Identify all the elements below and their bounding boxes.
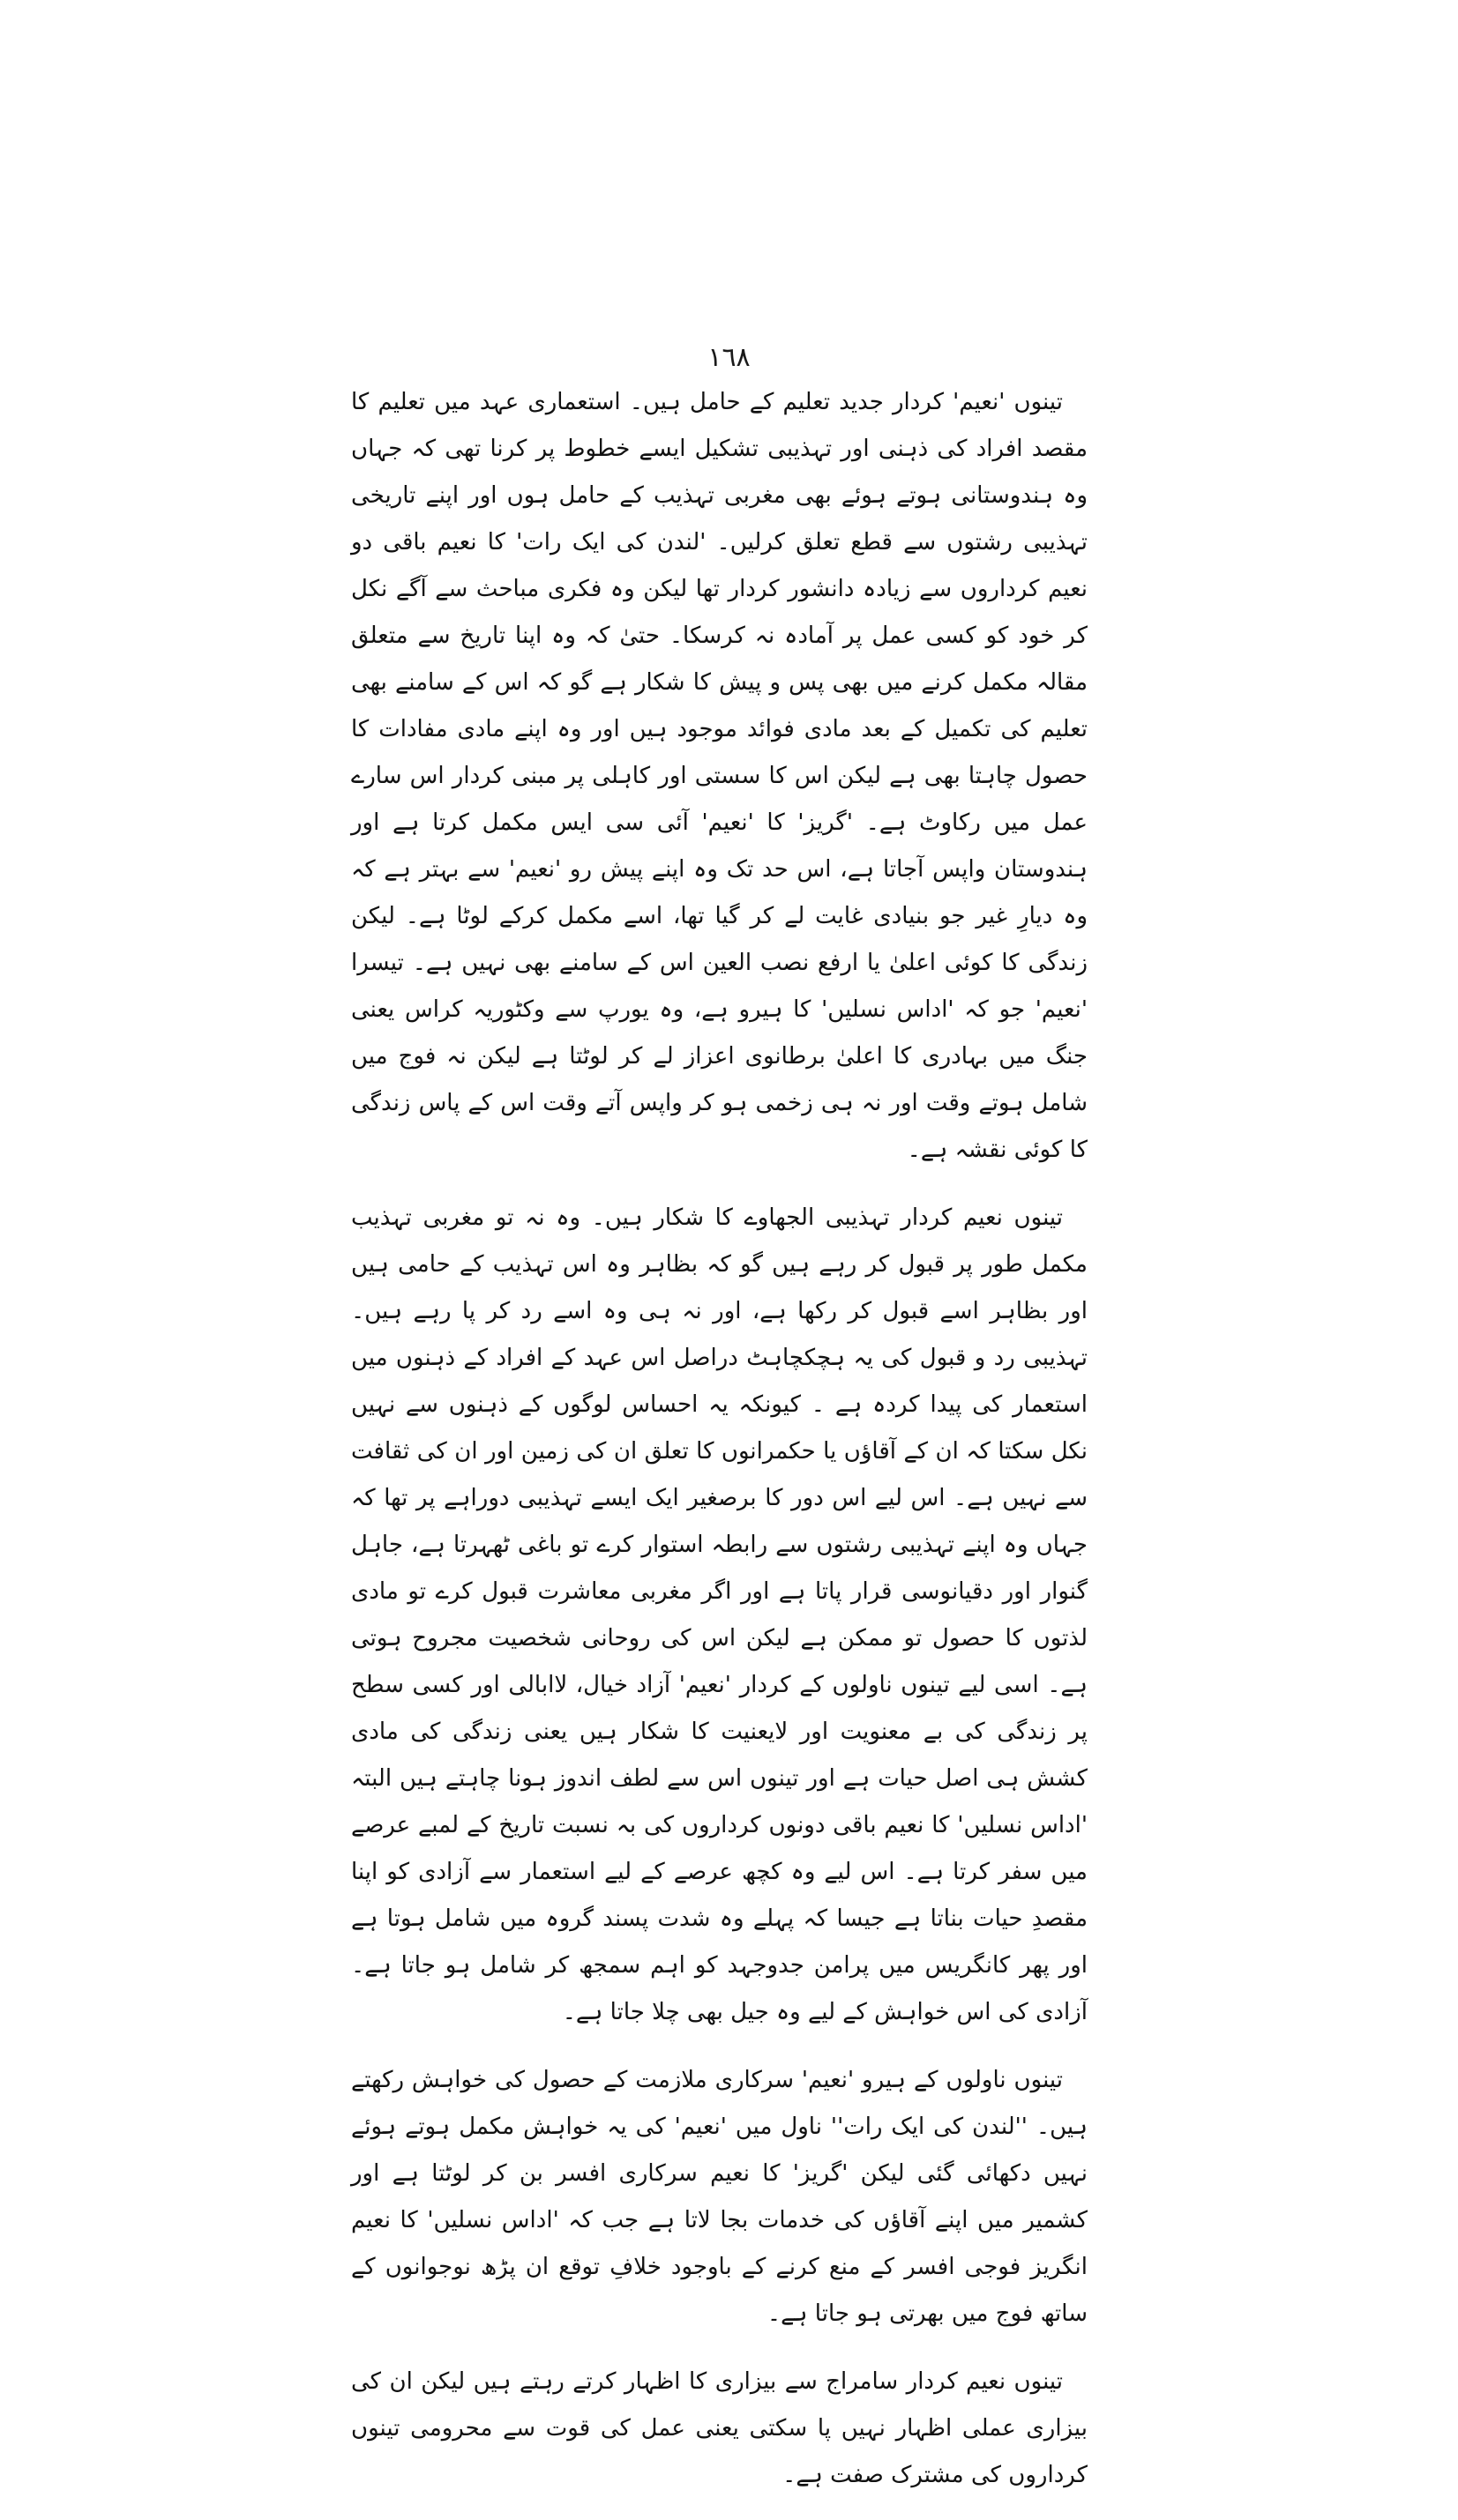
paragraph-4: تینوں نعیم کردار سامراج سے بیزاری کا اظہار کرتے رہتے ہیں لیکن ان کی بیزاری عملی اظہار نہیں پا سکتی یعنی عمل کی قوت سے محرومی تینوں کرداروں کی مشترک صفت ہے۔	[351, 2368, 1088, 2488]
body-text	[351, 379, 1088, 2520]
paragraph-3: تینوں ناولوں کے ہیرو 'نعیم' سرکاری ملازمت کے حصول کی خواہش رکھتے ہیں۔ ''لندن کی ایک رات'' ناول میں 'نعیم' کی یہ خواہش مکمل ہوتے ہوئے نہیں دکھائی گئی لیکن 'گریز' کا نعیم سرکاری افسر بن کر لوٹتا ہے اور کشمیر میں اپنے آقاؤں کی خدمات بجا لاتا ہے جب کہ 'اداس نسلیں' کا نعیم انگریز فوجی افسر کے منع کرنے کے باوجود خلافِ توقع ان پڑھ نوجوانوں کے ساتھ فوج میں بھرتی ہو جاتا ہے۔	[351, 2067, 1088, 2327]
paragraph-1: تینوں 'نعیم' کردار جدید تعلیم کے حامل ہیں۔ استعماری عہد میں تعلیم کا مقصد افراد کی ذہنی اور تہذیبی تشکیل ایسے خطوط پر کرنا تھی کہ جہاں وہ ہندوستانی ہوتے ہوئے بھی مغربی تہذیب کے حامل ہوں اور اپنے تاریخی تہذیبی رشتوں سے قطع تعلق کرلیں۔ 'لندن کی ایک رات' کا نعیم باقی دو نعیم کرداروں سے زیادہ دانشور کردار تھا لیکن وہ فکری مباحث سے آگے نکل کر خود کو کسی عمل پر آمادہ نہ کرسکا۔ حتیٰ کہ وہ اپنا تاریخ سے متعلق مقالہ مکمل کرنے میں بھی پس و پیش کا شکار ہے گو کہ اس کے سامنے بھی تعلیم کی تکمیل کے بعد مادی فوائد موجود ہیں اور وہ اپنے مادی مفادات کا حصول چاہتا بھی ہے لیکن اس کا سستی اور کاہلی پر مبنی کردار اس سارے عمل میں رکاوٹ ہے۔ 'گریز' کا 'نعیم' آئی سی ایس مکمل کرتا ہے اور ہندوستان واپس آجاتا ہے، اس حد تک وہ اپنے پیش رو 'نعیم' سے بہتر ہے کہ وہ دیارِ غیر جو بنیادی غایت لے کر گیا تھا، اسے مکمل کرکے لوٹا ہے۔ لیکن زندگی کا کوئی اعلیٰ یا ارفع نصب العین اس کے سامنے بھی نہیں ہے۔ تیسرا 'نعیم' جو کہ 'اداس نسلیں' کا ہیرو ہے، وہ یورپ سے وکٹوریہ کراس یعنی جنگ میں بہادری کا اعلیٰ برطانوی اعزاز لے کر لوٹتا ہے لیکن نہ فوج میں شامل ہوتے وقت اور نہ ہی زخمی ہو کر واپس آتے وقت اس کے پاس زندگی کا کوئی نقشہ ہے۔	[351, 389, 1088, 1163]
paragraph-2: تینوں نعیم کردار تہذیبی الجھاوے کا شکار ہیں۔ وہ نہ تو مغربی تہذیب مکمل طور پر قبول کر رہے ہیں گو کہ بظاہر وہ اس تہذیب کے حامی ہیں اور بظاہر اسے قبول کر رکھا ہے، اور نہ ہی وہ اسے رد کر پا رہے ہیں۔ تہذیبی رد و قبول کی یہ ہچکچاہٹ دراصل اس عہد کے افراد کے ذہنوں میں استعمار کی پیدا کردہ ہے ۔ کیونکہ یہ احساس لوگوں کے ذہنوں سے نہیں نکل سکتا کہ ان کے آقاؤں یا حکمرانوں کا تعلق ان کی زمین اور ان کی ثقافت سے نہیں ہے۔ اس لیے اس دور کا برصغیر ایک ایسے تہذیبی دوراہے پر تھا کہ جہاں وہ اپنے تہذیبی رشتوں سے رابطہ استوار کرے تو باغی ٹھہرتا ہے، جاہل گنوار اور دقیانوسی قرار پاتا ہے اور اگر مغربی معاشرت قبول کرے تو مادی لذتوں کا حصول تو ممکن ہے لیکن اس کی روحانی شخصیت مجروح ہوتی ہے۔ اسی لیے تینوں ناولوں کے کردار 'نعیم' آزاد خیال، لاابالی اور کسی سطح پر زندگی کی بے معنویت اور لایعنیت کا شکار ہیں یعنی زندگی کی مادی کشش ہی اصل حیات ہے اور تینوں اس سے لطف اندوز ہونا چاہتے ہیں البتہ 'اداس نسلیں' کا نعیم باقی دونوں کرداروں کی بہ نسبت تاریخ کے لمبے عرصے میں سفر کرتا ہے۔ اس لیے وہ کچھ عرصے کے لیے استعمار سے آزادی کو اپنا مقصدِ حیات بناتا ہے جیسا کہ پہلے وہ شدت پسند گروہ میں شامل ہوتا ہے اور پھر کانگریس میں پرامن جدوجہد کو اہم سمجھ کر شامل ہو جاتا ہے۔ آزادی کی اس خواہش کے لیے وہ جیل بھی چلا جاتا ہے۔	[351, 1204, 1088, 2025]
page-number: ١٦٨	[707, 342, 751, 373]
